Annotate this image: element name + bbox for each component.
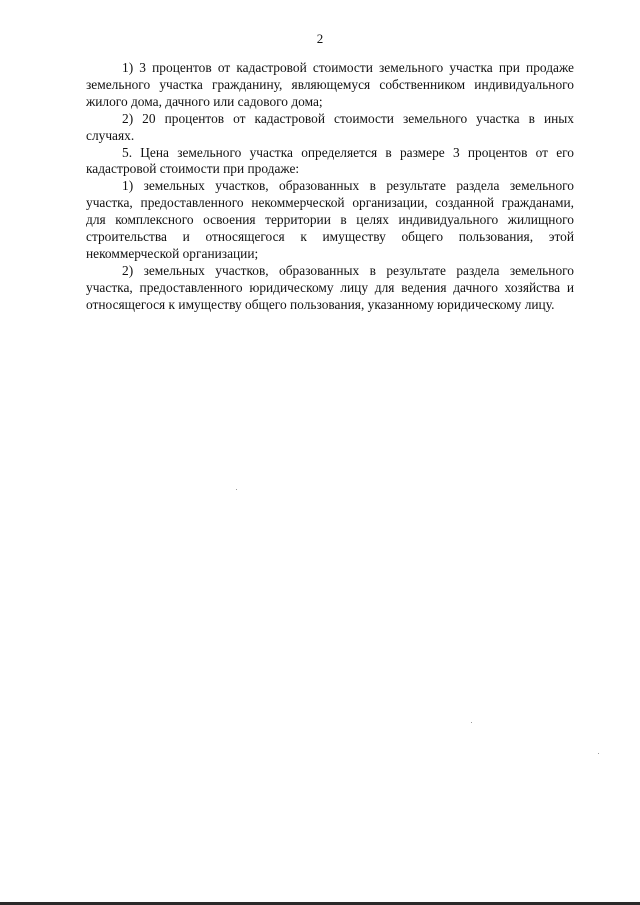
- paragraph-subitem-2-legal-entity: 2) земельных участков, образованных в результате раздела земельного участка, предоставленного юридическому лицу для ведения дачного хозяйства и относящегося к имуществу общего пользования, указанному юридическому лицу.: [86, 262, 574, 312]
- paragraph-item-1-3-percent: 1) 3 процентов от кадастровой стоимости земельного участка при продаже земельного участка гражданину, являющемуся собственником индивидуального жилого дома, дачного или садового дома;: [86, 60, 574, 109]
- scan-speck: [598, 753, 599, 754]
- paragraph-subitem-1-non-commercial: 1) земельных участков, образованных в результате раздела земельного участка, предоставленного некоммерческой организации, созданной гражданами, для комплексного освоения территории в целях индивидуального жилищного строительства и относящегося к имуществу общего пользования, этой некоммерческой организации;: [86, 178, 574, 261]
- paragraph-item-2-20-percent: 2) 20 процентов от кадастровой стоимости земельного участка в иных случаях.: [86, 110, 574, 143]
- page-number: 2: [316, 31, 324, 46]
- scan-speck: [471, 722, 472, 723]
- paragraph-point-5: 5. Цена земельного участка определяется в размере 3 процентов от его кадастровой стоимости при продаже:: [86, 144, 574, 177]
- scan-speck: [236, 489, 237, 490]
- document-body: [86, 60, 574, 314]
